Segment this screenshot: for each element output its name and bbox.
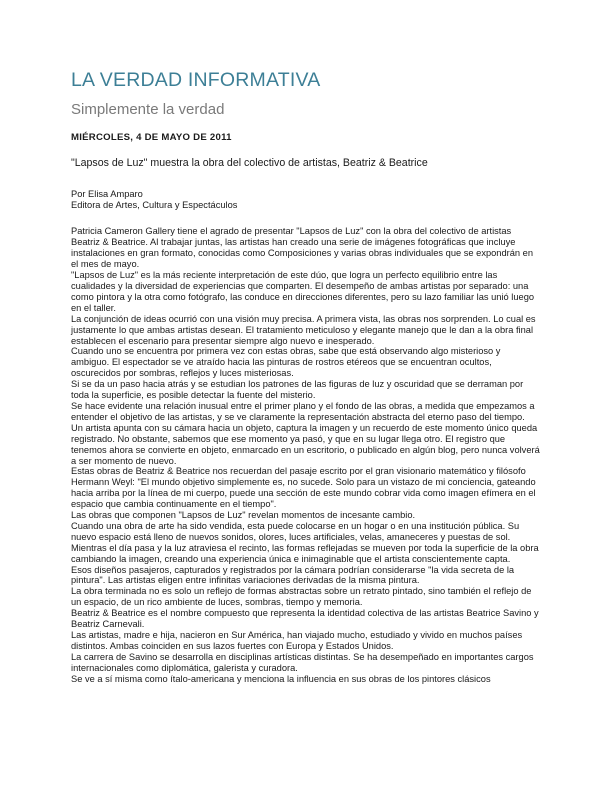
byline-author: Por Elisa Amparo	[71, 188, 143, 199]
article-paragraph: Patricia Cameron Gallery tiene el agrado de presentar "Lapsos de Luz" con la obra del colectivo de artistas Beatriz & Beatrice. Al trabajar juntas, las artistas han creado una serie de imágenes fotográficas que incluye instalaciones en gran formato, conocidas como Composiciones y varias obras individuales que se expondrán en el mes de mayo.	[71, 226, 534, 270]
article-paragraph: Un artista apunta con su cámara hacia un objeto, captura la imagen y un recuerdo de este momento único queda registrado. No obstante, sabemos que ese momento ya pasó, y que en su lugar llega otro. El registro que tenemos ahora se convierte en objeto, enmarcado en un escritorio, o publicado en algún blog, pero nunca volverá a ser momento de nuevo.	[71, 422, 540, 466]
article-paragraph: Esos diseños pasajeros, capturados y registrados por la cámara podrían considerarse "la vida secreta de la pintura". Las artistas eligen entre infinitas variaciones derivadas de la misma pintura.	[71, 564, 515, 586]
article-paragraph: Las obras que componen "Lapsos de Luz" revelan momentos de incesante cambio.	[71, 510, 416, 521]
post-headline: "Lapsos de Luz" muestra la obra del colectivo de artistas, Beatriz & Beatrice	[71, 157, 428, 170]
article-paragraph: Se ve a sí misma como ítalo-americana y menciona la influencia en sus obras de los pintores clásicos	[71, 673, 491, 684]
article-paragraph: La carrera de Savino se desarrolla en disciplinas artísticas distintas. Se ha desempeñado en importantes cargos internacionales como diplomática, galerista y curadora.	[71, 651, 534, 673]
article-paragraph: Se hace evidente una relación inusual entre el primer plano y el fondo de las obras, a medida que empezamos a entender el objetivo de las artistas, y se ve claramente la representación abstracta del eterno paso del tiempo.	[71, 400, 535, 422]
post-dateline: MIÉRCOLES, 4 DE MAYO DE 2011	[71, 131, 232, 143]
article-paragraph: Mientras el día pasa y la luz atraviesa el recinto, las formas reflejadas se mueven por toda la superficie de la obra cambiando la imagen, creando una experiencia única e inimaginable que el artista conscientemente capta.	[71, 542, 539, 564]
article-paragraph: Si se da un paso hacia atrás y se estudian los patrones de las figuras de luz y oscuridad que se derraman por toda la superficie, es posible detectar la fuente del misterio.	[71, 379, 524, 401]
article-paragraph: La conjunción de ideas ocurrió con una visión muy precisa. A primera vista, las obras nos sorprenden. Lo cual es justamente lo que ambas artistas desean. El tratamiento meticuloso y elegante manejo que le dan a la obra final establecen el escenario para presentar siempre algo nuevo e inesperado.	[71, 313, 536, 346]
article-paragraph: Cuando una obra de arte ha sido vendida, esta puede colocarse en un hogar o en una institución pública. Su nuevo espacio está lleno de nuevos sonidos, olores, luces artificiales, velas, amaneceres y puestas de sol.	[71, 520, 520, 542]
article-paragraph: Beatriz & Beatrice es el nombre compuesto que representa la identidad colectiva de las artistas Beatrice Savino y Beatriz Carnevali.	[71, 608, 539, 630]
article-paragraph: La obra terminada no es solo un reflejo de formas abstractas sobre un retrato pintado, sino también el reflejo de un espacio, de un rico ambiente de luces, sombras, tiempo y memoria.	[71, 586, 532, 608]
article-paragraph: Estas obras de Beatriz & Beatrice nos recuerdan del pasaje escrito por el gran visionario matemático y filósofo Hermann Weyl: "El mundo objetivo simplemente es, no sucede. Solo para un vistazo de mi conciencia, gateando hacia arriba por la línea de mi cuerpo, puede una sección de este mundo cobrar vida como imagen efímera en el espacio que cambia continuamente en el tiempo".	[71, 466, 536, 510]
article-paragraph: Cuando uno se encuentra por primera vez con estas obras, sabe que está observando algo misterioso y ambiguo. El espectador se ve atraído hacia las pinturas de rostros etéreos que se encuentran ocultos, oscurecidos por sombras, reflejos y luces misteriosas.	[71, 346, 501, 379]
article-paragraph: Las artistas, madre e hija, nacieron en Sur América, han viajado mucho, estudiado y vivido en muchos países distintos. Ambas coinciden en sus lazos fuertes con Europa y Estados Unidos.	[71, 630, 523, 651]
article-paragraph: "Lapsos de Luz" es la más reciente interpretación de este dúo, que logra un perfecto equilibrio entre las cualidades y la diversidad de experiencias que comparten. El desempeño de ambas artistas por separado: una como pintora y la otra como fotógrafo, las conduce en direcciones diferentes, pero su lazo familiar las unió luego en el taller.	[71, 270, 535, 313]
byline	[71, 189, 540, 212]
article-body	[71, 226, 541, 684]
site-tagline: Simplemente la verdad	[71, 101, 225, 119]
byline-role: Editora de Artes, Cultura y Espectáculos	[71, 200, 238, 211]
site-masthead: LA VERDAD INFORMATIVA	[71, 69, 321, 91]
